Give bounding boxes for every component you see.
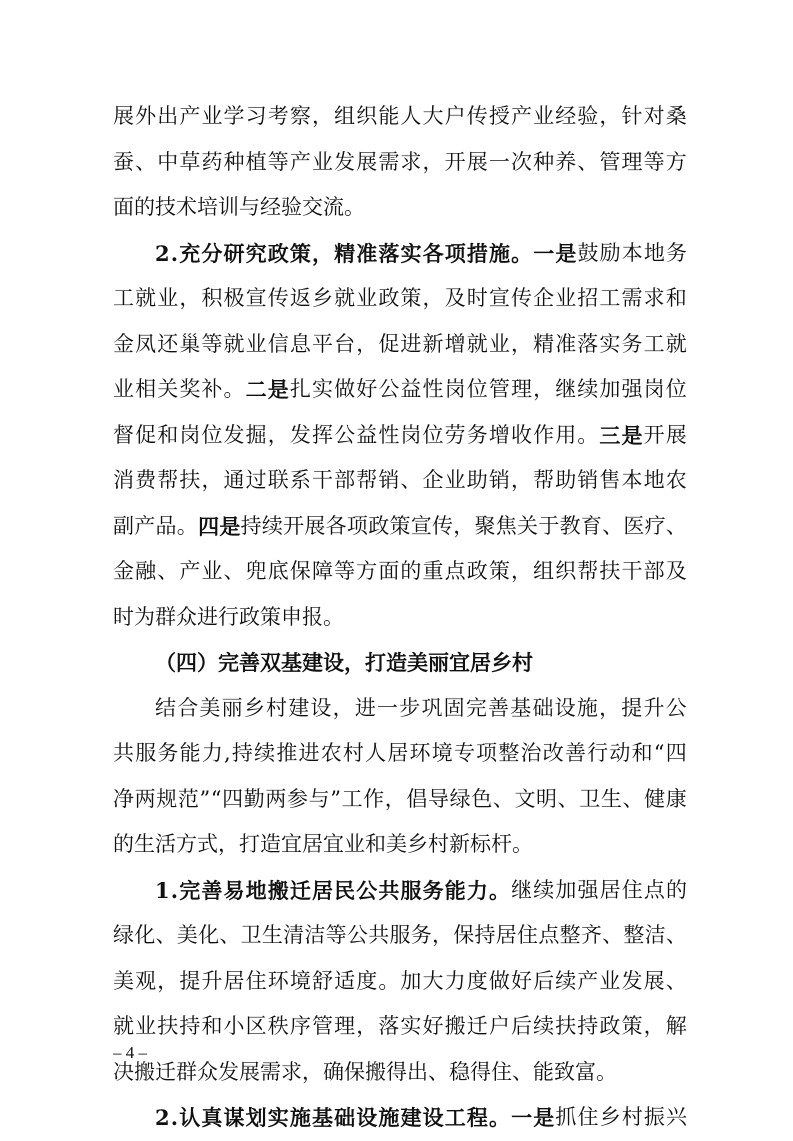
text-line: 结 合 美 丽 乡 村 建 设 ， 进 一 步 巩 固 完 善 基 础 设 施 ， 提 升 公 <box>155 695 687 720</box>
text-line: 1 . 完 善 易 地 搬 迁 居 民 公 共 服 务 能 力 。 继 续 加 强 居 住 点 的 <box>155 877 687 903</box>
text-line: 净 两 规 范 ” “ 四 勤 两 参 与 ” 工 作 ， 倡 导 绿 色 、 文 明 、 卫 生 、 健 康 <box>113 786 687 811</box>
text-line: 消 费 帮 扶 ， 通 过 联 系 干 部 帮 销 、 企 业 助 销 ， 帮 助 销 售 本 地 农 <box>113 468 687 492</box>
text-line: 2 . 充 分 研 究 政 策 ， 精 准 落 实 各 项 措 施 。 一 是 鼓 励 本 地 务 <box>155 240 687 266</box>
text-line: 时 为 群 众 进 行 政 策 申 报 。 <box>113 604 344 629</box>
text-line: 美 观 ， 提 升 居 住 环 境 舒 适 度 。 加 大 力 度 做 好 后 续 产 业 发 展 、 <box>113 968 687 993</box>
text-line: 面 的 技 术 培 训 与 经 验 交 流 。 <box>113 195 365 219</box>
text-line: 副 产 品 。 四 是 持 续 开 展 各 项 政 策 宣 传 ， 聚 焦 关 于 教 育 、 医 疗 、 <box>113 513 687 539</box>
text-line: 蚕 、 中 草 药 种 植 等 产 业 发 展 需 求 ， 开 展 一 次 种 养 、 管 理 等 方 <box>113 149 687 174</box>
text-line: 展 外 出 产 业 学 习 考 察 ， 组 织 能 人 大 户 传 授 产 业 经 验 ， 针 对 桑 <box>113 104 687 128</box>
text-line: 工 就 业 ， 积 极 宣 传 返 乡 就 业 政 策 ， 及 时 宣 传 企 业 招 工 需 求 和 <box>113 286 687 310</box>
text-line: 督 促 和 岗 位 发 掘 ， 发 挥 公 益 性 岗 位 劳 务 增 收 作 用 。 三 是 开 展 <box>113 422 687 448</box>
text-line: 金 融 、 产 业 、 兜 底 保 障 等 方 面 的 重 点 政 策 ， 组 织 帮 扶 干 部 及 <box>113 559 687 583</box>
text-line: 共 服 务 能 力 , 持 续 推 进 农 村 人 居 环 境 专 项 整 治 改 善 行 动 和 “ 四 <box>113 741 687 765</box>
text-line: 决 搬 迁 群 众 发 展 需 求 ， 确 保 搬 得 出 、 稳 得 住 、 能 致 富 。 <box>113 1059 617 1084</box>
page-number: – 4 – <box>113 1043 147 1062</box>
text-line: 就 业 扶 持 和 小 区 秩 序 管 理 ， 落 实 好 搬 迁 户 后 续 扶 持 政 策 ， 解 <box>113 1014 687 1038</box>
text-line: 2 . 认 真 谋 划 实 施 基 础 设 施 建 设 工 程 。 一 是 抓 住 乡 村 振 兴 <box>155 1105 687 1130</box>
text-line: 绿 化 、 美 化 、 卫 生 清 洁 等 公 共 服 务 ， 保 持 居 住 点 整 齐 、 整 洁 、 <box>113 923 687 947</box>
text-line: 金 凤 还 巢 等 就 业 信 息 平 台 ， 促 进 新 增 就 业 ， 精 准 落 实 务 工 就 <box>113 331 687 356</box>
text-line: （ 四 ） 完 善 双 基 建 设 ， 打 造 美 丽 宜 居 乡 村 <box>155 650 533 675</box>
text-line: 业 相 关 奖 补 。 二 是 扎 实 做 好 公 益 性 岗 位 管 理 ， 继 续 加 强 岗 位 <box>113 377 687 402</box>
text-line: 的 生 活 方 式 ， 打 造 宜 居 宜 业 和 美 乡 村 新 标 杆 。 <box>113 832 533 856</box>
body-text <box>113 94 687 1141</box>
